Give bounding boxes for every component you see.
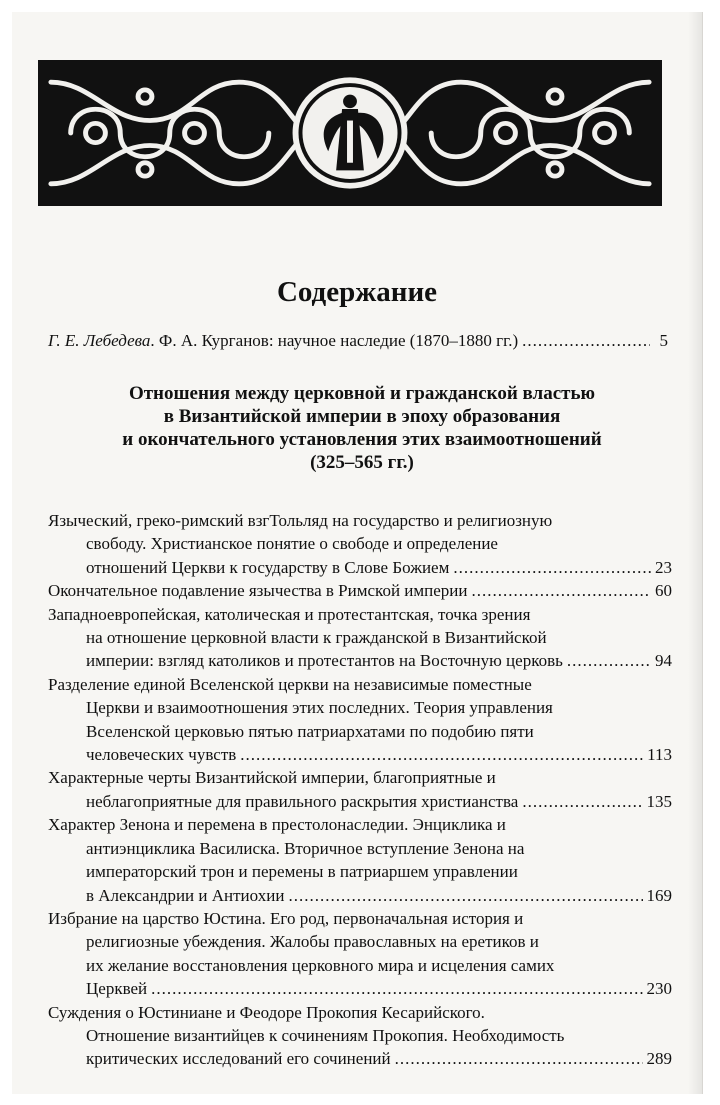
toc-entry-text: Отношение византийцев к сочинениям Прокопия. Необходимость: [86, 1025, 565, 1045]
toc-entry-line: [48, 954, 672, 977]
book-page: [12, 12, 703, 1094]
toc-entry-line: [48, 766, 672, 789]
leader-dots: [522, 330, 650, 352]
leader-dots: [471, 579, 651, 602]
toc-entry-line: [48, 532, 672, 555]
toc-entry[interactable]: [48, 603, 672, 673]
toc-entry-text: империи: взгляд католиков и протестантов на Восточную церковь: [86, 651, 563, 671]
leader-dots: [151, 977, 642, 1000]
toc-entry-last-line: [48, 649, 672, 672]
toc-entry-text: императорский трон и перемены в патриаршем управлении: [86, 862, 518, 882]
toc-page-number: 94: [655, 651, 672, 671]
toc-entry-line: [48, 1024, 672, 1047]
toc-entry-last-line: [48, 743, 672, 766]
leader-dots: [395, 1047, 643, 1070]
toc-entry[interactable]: [48, 509, 672, 579]
toc-entry[interactable]: [48, 673, 672, 767]
toc-entry[interactable]: [48, 579, 672, 602]
toc-entry-last-line: [48, 977, 672, 1000]
leader-dots: [240, 743, 643, 766]
toc-entry-text: Характер Зенона и перемена в престолонаследии. Энциклика и: [48, 815, 506, 835]
toc-entry-line: [48, 626, 672, 649]
toc-entry-line: [48, 1001, 672, 1024]
toc-entry-line: [48, 603, 672, 626]
intro-text: . Ф. А. Курганов: научное наследие (1870–1880 гг.): [150, 331, 519, 350]
toc-entry-line: [48, 509, 672, 532]
page-edge-shadow: [688, 12, 702, 1094]
toc-entry-line: [48, 907, 672, 930]
toc-entry-text: в Александрии и Антиохии: [86, 885, 285, 905]
page-title: Содержание: [276, 276, 438, 308]
toc-page-number: 113: [647, 745, 672, 765]
toc-entry-text: Вселенской церковью пятью патриархатами по подобию пяти: [86, 721, 534, 741]
toc-entry-text: Церкви и взаимоотношения этих последних. Теория управления: [86, 698, 553, 718]
toc-entry-line: [48, 860, 672, 883]
toc-entry-last-line: [48, 1047, 672, 1070]
toc-entry-text: Окончательное подавление язычества в Римской империи: [48, 581, 468, 601]
toc-list: [48, 509, 672, 1071]
toc-page-number: 135: [646, 791, 672, 811]
leader-dots: [522, 790, 642, 813]
toc-entry-text: критических исследований его сочинений: [86, 1049, 391, 1069]
toc-entry-last-line: [48, 790, 672, 813]
toc-entry-text: Характерные черты Византийской империи, благоприятные и: [48, 768, 496, 788]
intro-page-number: 5: [659, 331, 668, 350]
section-heading-line: (325–565 гг.): [310, 452, 414, 473]
section-heading-line: Отношения между церковной и гражданской властью: [128, 383, 596, 404]
toc-entry[interactable]: [48, 907, 672, 1001]
section-heading-line: в Византийской империи в эпоху образования: [163, 406, 561, 427]
leader-dots: [567, 649, 651, 672]
section-heading: [52, 382, 672, 474]
ornament-pattern-icon: [41, 63, 659, 203]
toc-entry-line: [48, 696, 672, 719]
toc-entry-line: [48, 813, 672, 836]
toc-entry-text: Избрание на царство Юстина. Его род, первоначальная история и: [48, 908, 524, 928]
toc-entry-text: Суждения о Юстиниане и Феодоре Прокопия Кесарийского.: [48, 1002, 485, 1022]
toc-entry[interactable]: [48, 1001, 672, 1071]
toc-entry-line: [48, 930, 672, 953]
toc-entry-text: человеческих чувств: [86, 745, 237, 765]
toc-page-number: 23: [655, 557, 672, 577]
toc-entry-text: религиозные убеждения. Жалобы православных на еретиков и: [86, 932, 539, 952]
toc-page-number: 289: [646, 1049, 672, 1069]
toc-page-number: 169: [646, 885, 672, 905]
toc-entry-line: [48, 673, 672, 696]
toc-page-number: 230: [646, 979, 672, 999]
toc-entry-last-line: [48, 556, 672, 579]
toc-entry-text: их желание восстановления церковного мира и исцеления самих: [86, 955, 555, 975]
toc-page-number: 60: [655, 581, 672, 601]
ornamental-header-band: [38, 60, 662, 206]
toc-entry[interactable]: [48, 766, 672, 813]
intro-author: Г. Е. Лебедева: [48, 331, 151, 350]
section-heading-line: и окончательного установления этих взаимоотношений: [122, 429, 602, 450]
toc-entry-text: Разделение единой Вселенской церкви на независимые поместные: [48, 674, 532, 694]
toc-entry-text: Западноевропейская, католическая и протестантская, точка зрения: [48, 604, 531, 624]
toc-entry-text: свободу. Христианское понятие о свободе и определение: [86, 534, 498, 554]
toc-entry-line: [48, 837, 672, 860]
toc-entry-text: неблагоприятные для правильного раскрытия христианства: [86, 791, 519, 811]
toc-entry-text: на отношение церковной власти к гражданской в Византийской: [86, 628, 547, 648]
toc-entry-text: антиэнциклика Василиска. Вторичное вступление Зенона на: [86, 838, 525, 858]
toc-entry[interactable]: [48, 813, 672, 907]
toc-entry-last-line: [48, 884, 672, 907]
toc-intro-entry[interactable]: [48, 330, 668, 352]
leader-dots: [453, 556, 651, 579]
toc-entry-line: [48, 720, 672, 743]
toc-entry-last-line: [48, 579, 672, 602]
toc-entry-text: Языческий, греко-римский взгТольляд на государство и религиозную: [48, 511, 553, 530]
toc-entry-text: отношений Церкви к государству в Слове Божием: [86, 557, 450, 577]
toc-entry-text: Церквей: [86, 979, 148, 999]
leader-dots: [288, 884, 642, 907]
